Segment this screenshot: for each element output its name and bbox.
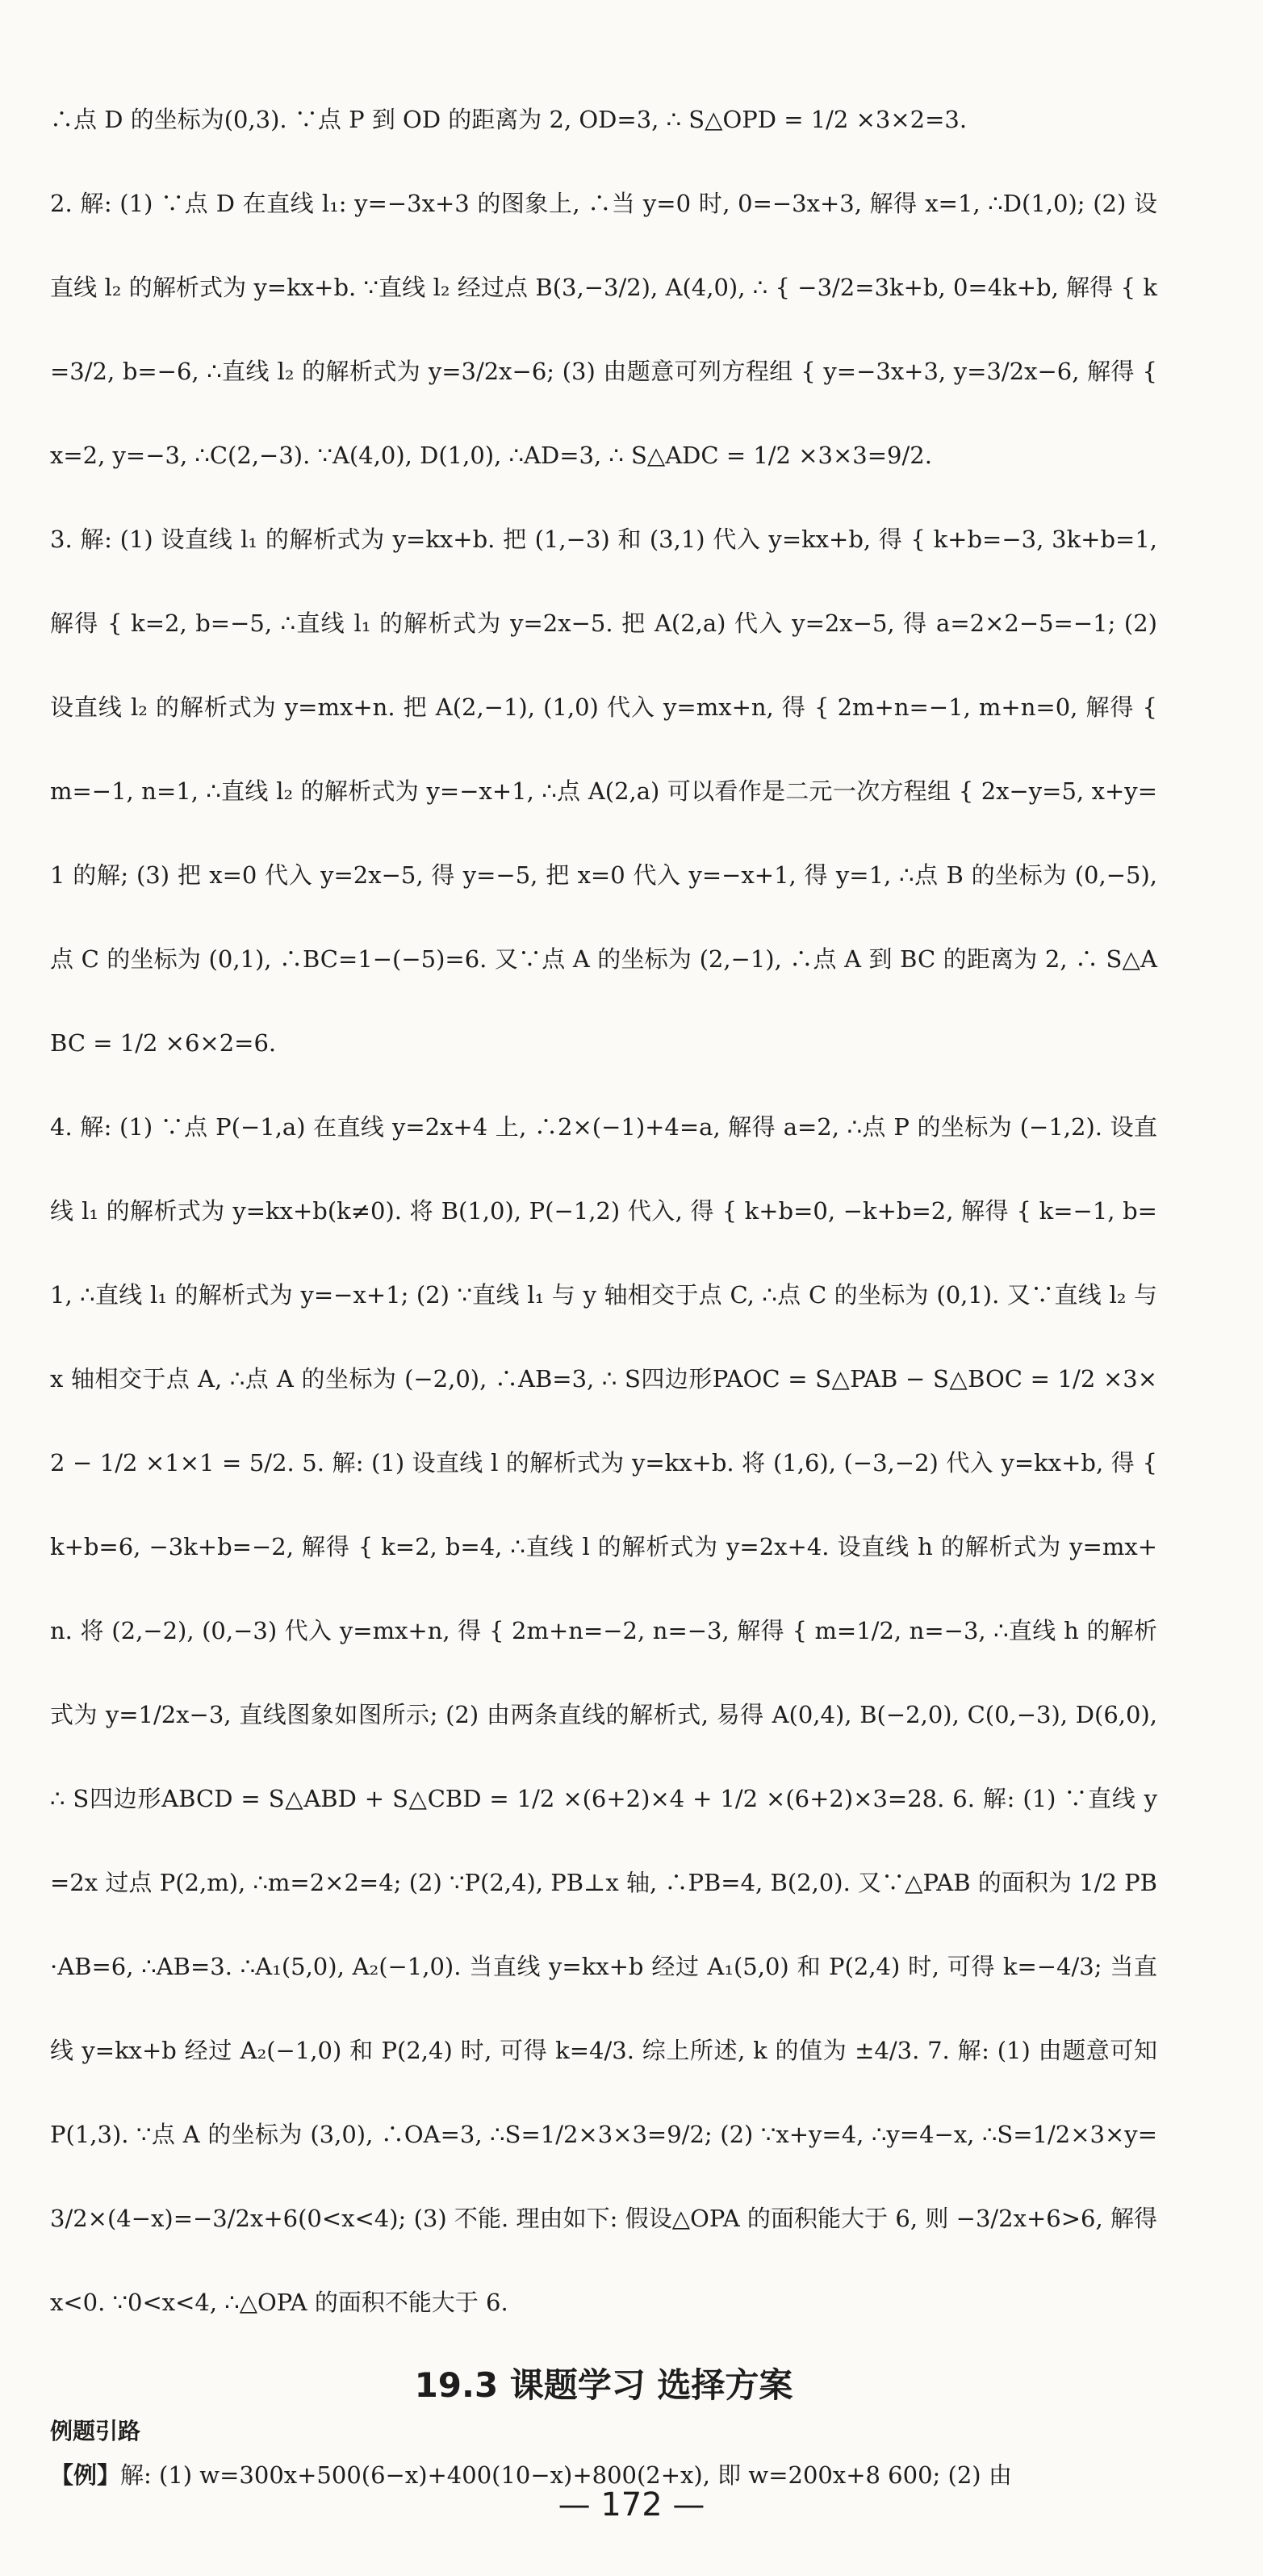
example-tag: 【例】: [50, 2461, 121, 2489]
paragraph-1-continuation: ∴点 D 的坐标为(0,3). ∵点 P 到 OD 的距离为 2, OD=3, ∴ S△OPD = 1/2 ×3×2=3.: [50, 106, 968, 133]
page-number: — 172 —: [558, 2486, 705, 2524]
answer-page: [50, 77, 1157, 2499]
paragraph-problems-4-7: 4. 解: (1) ∵点 P(−1,a) 在直线 y=2x+4 上, ∴2×(−1)+4=a, 解得 a=2, ∴点 P 的坐标为 (−1,2). 设直线 l₁ 的解析式为 y=kx+b(k≠0). 将 B(1,0), P(−1,2) 代入, 得 { k+b=0, −k+b=2, 解得 { k=−1, b=1, ∴直线 l₁ 的解析式为 y=−x+1; (2) ∵直线 l₁ 与 y 轴相交于点 C, ∴点 C 的坐标为 (0,1). 又∵直线 l₂ 与 x 轴相交于点 A, ∴点 A 的坐标为 (−2,0), ∴AB=3, ∴ S四边形PAOC = S△PAB − S△BOC = 1/2 ×3×2 − 1/2 ×1×1 = 5/2. 5. 解: (1) 设直线 l 的解析式为 y=kx+b. 将 (1,6), (−3,−2) 代入 y=kx+b, 得 { k+b=6, −3k+b=−2, 解得 { k=2, b=4, ∴直线 l 的解析式为 y=2x+4. 设直线 h 的解析式为 y=mx+n. 将 (2,−2), (0,−3) 代入 y=mx+n, 得 { 2m+n=−2, n=−3, 解得 { m=1/2, n=−3, ∴直线 h 的解析式为 y=1/2x−3, 直线图象如图所示; (2) 由两条直线的解析式, 易得 A(0,4), B(−2,0), C(0,−3), D(6,0), ∴ S四边形ABCD = S△ABD + S△CBD = 1/2 ×(6+2)×4 + 1/2 ×(6+2)×3=28. 6. 解: (1) ∵直线 y=2x 过点 P(2,m), ∴m=2×2=4; (2) ∵P(2,4), PB⊥x 轴, ∴PB=4, B(2,0). 又∵△PAB 的面积为 1/2 PB·AB=6, ∴AB=3. ∴A₁(5,0), A₂(−1,0). 当直线 y=kx+b 经过 A₁(5,0) 和 P(2,4) 时, 可得 k=−4/3; 当直线 y=kx+b 经过 A₂(−1,0) 和 P(2,4) 时, 可得 k=4/3. 综上所述, k 的值为 ±4/3. 7. 解: (1) 由题意可知 P(1,3). ∵点 A 的坐标为 (3,0), ∴OA=3, ∴S=1/2×3×3=9/2; (2) ∵x+y=4, ∴y=4−x, ∴S=1/2×3×y=3/2×(4−x)=−3/2x+6(0<x<4); (3) 不能. 理由如下: 假设△OPA 的面积能大于 6, 则 −3/2x+6>6, 解得 x<0. ∵0<x<4, ∴△OPA 的面积不能大于 6.: [50, 1113, 1157, 2316]
section-title: 19.3 课题学习 选择方案: [414, 2365, 793, 2405]
example-text: 解: (1) w=300x+500(6−x)+400(10−x)+800(2+x), 即 w=200x+8 600; (2) 由: [120, 2461, 1012, 2489]
paragraph-problem-2: 2. 解: (1) ∵点 D 在直线 l₁: y=−3x+3 的图象上, ∴当 y=0 时, 0=−3x+3, 解得 x=1, ∴D(1,0); (2) 设直线 l₂ 的解析式为 y=kx+b. ∵直线 l₂ 经过点 B(3,−3/2), A(4,0), ∴ { −3/2=3k+b, 0=4k+b, 解得 { k=3/2, b=−6, ∴直线 l₂ 的解析式为 y=3/2x−6; (3) 由题意可列方程组 { y=−3x+3, y=3/2x−6, 解得 { x=2, y=−3, ∴C(2,−3). ∵A(4,0), D(1,0), ∴AD=3, ∴ S△ADC = 1/2 ×3×3=9/2.: [50, 190, 1157, 469]
paragraph-problem-3: 3. 解: (1) 设直线 l₁ 的解析式为 y=kx+b. 把 (1,−3) 和 (3,1) 代入 y=kx+b, 得 { k+b=−3, 3k+b=1, 解得 { k=2, b=−5, ∴直线 l₁ 的解析式为 y=2x−5. 把 A(2,a) 代入 y=2x−5, 得 a=2×2−5=−1; (2) 设直线 l₂ 的解析式为 y=mx+n. 把 A(2,−1), (1,0) 代入 y=mx+n, 得 { 2m+n=−1, m+n=0, 解得 { m=−1, n=1, ∴直线 l₂ 的解析式为 y=−x+1, ∴点 A(2,a) 可以看作是二元一次方程组 { 2x−y=5, x+y=1 的解; (3) 把 x=0 代入 y=2x−5, 得 y=−5, 把 x=0 代入 y=−x+1, 得 y=1, ∴点 B 的坐标为 (0,−5), 点 C 的坐标为 (0,1), ∴BC=1−(−5)=6. 又∵点 A 的坐标为 (2,−1), ∴点 A 到 BC 的距离为 2, ∴ S△ABC = 1/2 ×6×2=6.: [50, 526, 1157, 1057]
subhead-example-guide: 例题引路: [50, 2418, 141, 2444]
